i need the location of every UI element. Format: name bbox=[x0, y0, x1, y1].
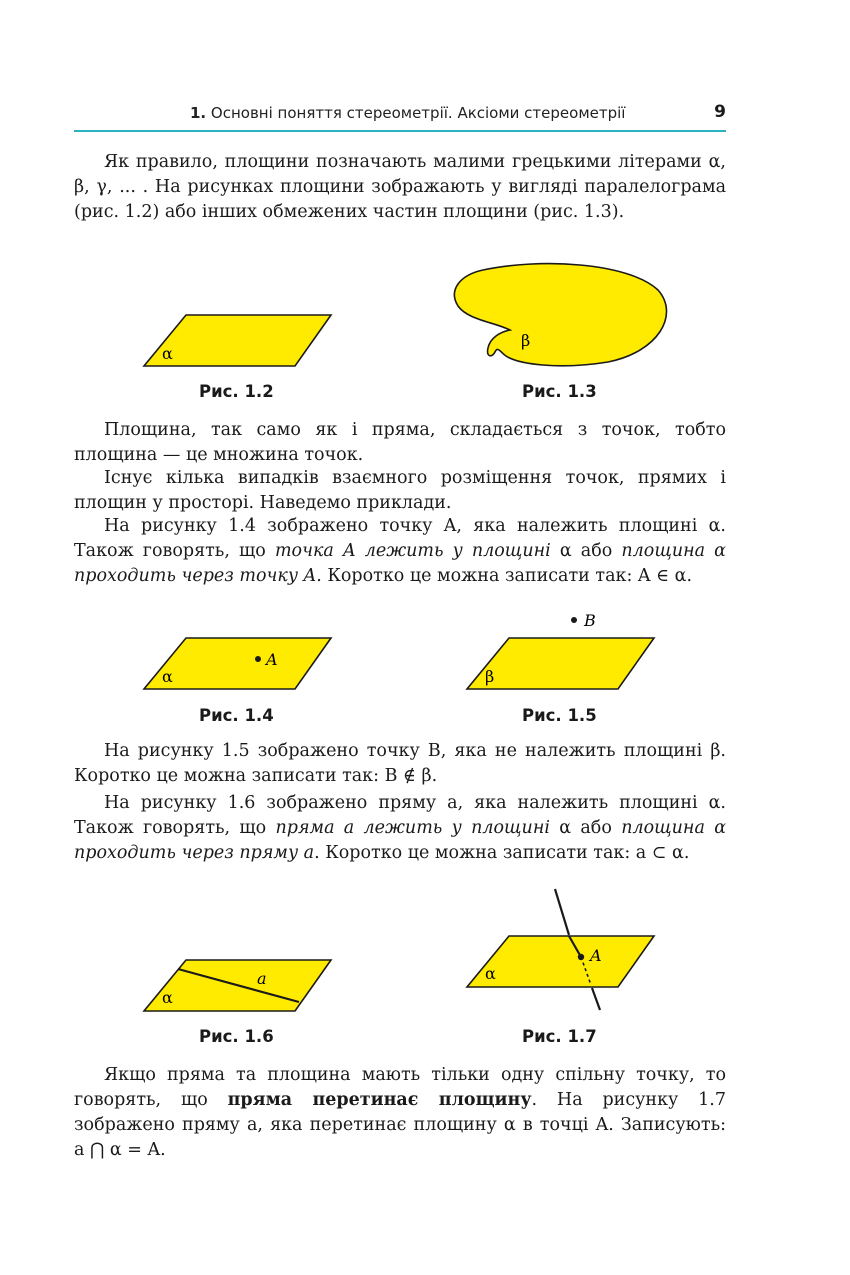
point-label-a: A bbox=[590, 946, 602, 965]
point-label-a: A bbox=[266, 650, 278, 669]
point-b-dot bbox=[571, 617, 577, 623]
plane-label-beta: β bbox=[485, 667, 495, 686]
caption-fig-1-2: Рис. 1.2 bbox=[199, 382, 274, 401]
plane-label-alpha: α bbox=[485, 964, 496, 983]
paragraph-5: На рисунку 1.5 зображено точку B, яка не належить площині β. Коротко це можна записати так: B ∉ β. bbox=[74, 741, 726, 786]
caption-fig-1-7: Рис. 1.7 bbox=[522, 1027, 597, 1046]
line-label-a: a bbox=[257, 969, 267, 988]
figure-1-6-plane bbox=[140, 957, 340, 1015]
figure-1-4-plane bbox=[140, 635, 340, 693]
figure-1-7-plane bbox=[463, 885, 663, 1015]
chapter-title bbox=[190, 104, 625, 122]
line-a-upper bbox=[555, 889, 569, 935]
point-a-dot bbox=[578, 954, 584, 960]
point-a-dot bbox=[255, 656, 261, 662]
point-label-b: B bbox=[584, 611, 596, 630]
figure-1-2-plane bbox=[140, 312, 340, 370]
chapter-number: 1. bbox=[190, 104, 207, 122]
caption-fig-1-3: Рис. 1.3 bbox=[522, 382, 597, 401]
caption-fig-1-5: Рис. 1.5 bbox=[522, 706, 597, 725]
plane-label-beta: β bbox=[521, 331, 531, 350]
figure-1-5-plane bbox=[463, 605, 663, 693]
page-header bbox=[74, 100, 726, 132]
paragraph-1: Як правило, площини позначають малими грецькими літерами α, β, γ, ... . На рисунках площини зображають у вигляді паралелограма (рис. 1.2) або інших обмежених частин площини (рис. 1.3). bbox=[74, 152, 726, 222]
caption-fig-1-6: Рис. 1.6 bbox=[199, 1027, 274, 1046]
paragraph-3: Існує кілька випадків взаємного розміщення точок, прямих і площин у просторі. Наведемо приклади. bbox=[74, 468, 726, 513]
paragraph-6: На рисунку 1.6 зображено пряму a, яка належить площині α. Також говорять, що пряма a лежить у площині α або площина α проходить через пряму a. Коротко це можна записати так: a ⊂ α. bbox=[74, 793, 727, 863]
paragraph-7: Якщо пряма та площина мають тільки одну спільну точку, то говорять, що пряма перетинає площину. На рисунку 1.7 зображено пряму a, яка перетинає площину α в точці A. Записують: a ⋂ α = A. bbox=[74, 1065, 726, 1160]
page-number: 9 bbox=[714, 102, 726, 122]
caption-fig-1-4: Рис. 1.4 bbox=[199, 706, 274, 725]
plane-label-alpha: α bbox=[162, 344, 173, 363]
chapter-title-text: Основні поняття стереометрії. Аксіоми стереометрії bbox=[210, 104, 626, 122]
paragraph-4: На рисунку 1.4 зображено точку A, яка належить площині α. Також говорять, що точка A лежить у площині α або площина α проходить через точку A. Коротко це можна записати так: A ∈ α. bbox=[74, 516, 727, 586]
plane-label-alpha: α bbox=[162, 667, 173, 686]
paragraph-2: Площина, так само як і пряма, складається з точок, тобто площина — це множина точок. bbox=[74, 420, 726, 465]
line-a-lower bbox=[592, 988, 600, 1010]
figure-1-3-plane bbox=[448, 260, 674, 372]
plane-label-alpha: α bbox=[162, 988, 173, 1007]
